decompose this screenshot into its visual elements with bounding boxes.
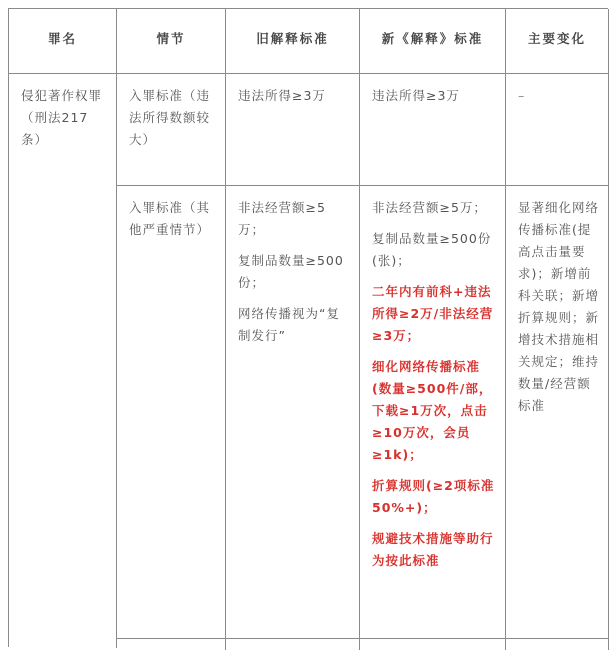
header-changes: 主要变化 <box>506 9 609 74</box>
row2-old <box>226 186 360 639</box>
row1-old-item: 违法所得≥3万 <box>238 88 326 103</box>
header-old-standard: 旧解释标准 <box>226 9 360 74</box>
header-new-standard: 新《解释》标准 <box>360 9 506 74</box>
row1-change-text: – <box>518 88 526 103</box>
row3-change <box>506 639 609 650</box>
comparison-table <box>8 8 608 647</box>
row1-change <box>506 74 609 186</box>
row1-circumstance-text: 入罪标准（违法所得数额较大） <box>129 88 211 147</box>
row2-new-item: 非法经营额≥5万； <box>372 200 487 215</box>
row1-new-item: 违法所得≥3万 <box>372 88 460 103</box>
row1-circumstance <box>117 74 226 186</box>
row1-new <box>360 74 506 186</box>
header-circumstance: 情节 <box>117 9 226 74</box>
row2-new-highlight: 折算规则(≥2项标准50%+)； <box>372 478 495 515</box>
crime-name-cell <box>9 74 117 648</box>
row2-circumstance-text: 入罪标准（其他严重情节） <box>129 200 211 237</box>
row2-old-item: 复制品数量≥500份； <box>238 253 344 290</box>
row2-new-highlight: 规避技术措施等助行为按此标准 <box>372 531 494 568</box>
row2-new-item: 复制品数量≥500份(张)； <box>372 231 492 268</box>
row3-circumstance <box>117 639 226 650</box>
row2-circumstance <box>117 186 226 639</box>
crime-name: 侵犯著作权罪（刑法217条） <box>21 88 103 147</box>
row2-change-text: 显著细化网络传播标准(提高点击量要求)；新增前科关联；新增折算规则；新增技术措施相关规定；维持数量/经营额标准 <box>518 200 600 413</box>
row2-new-highlight: 细化网络传播标准(数量≥500件/部，下载≥1万次，点击≥10万次，会员≥1k)； <box>372 359 493 462</box>
row1-old <box>226 74 360 186</box>
row2-old-item: 非法经营额≥5万； <box>238 200 326 237</box>
row3-new <box>360 639 506 650</box>
header-crime: 罪名 <box>9 9 117 74</box>
row2-new <box>360 186 506 639</box>
row2-change <box>506 186 609 639</box>
row2-new-highlight: 二年内有前科+违法所得≥2万/非法经营≥3万； <box>372 284 494 343</box>
row3-old <box>226 639 360 650</box>
row2-old-item: 网络传播视为“复制发行” <box>238 306 340 343</box>
